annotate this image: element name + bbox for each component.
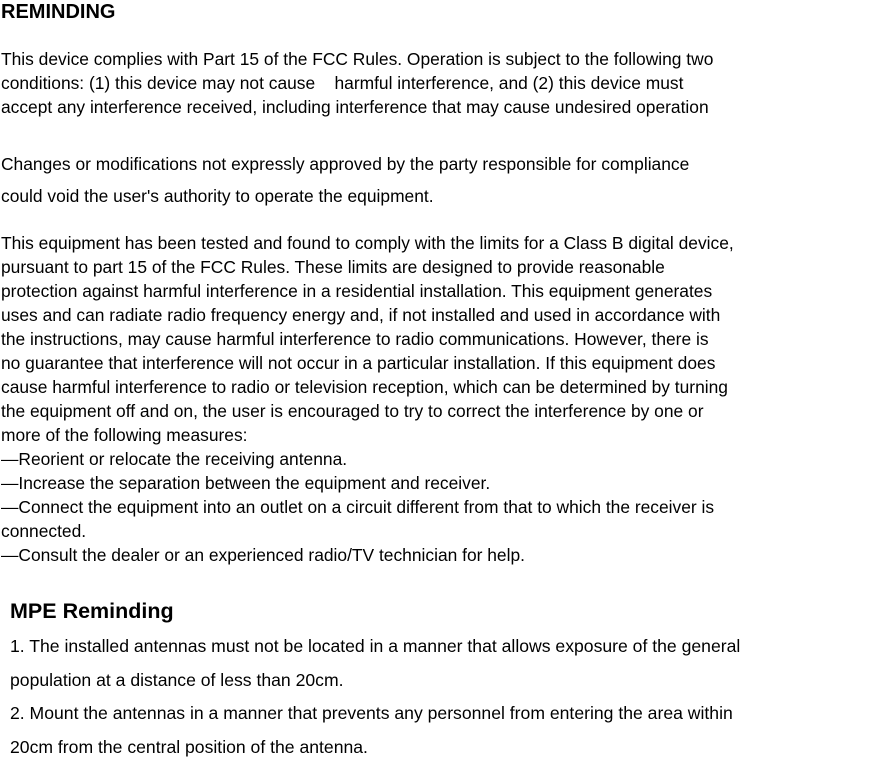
mpe-item-continued: population at a distance of less than 20cm.: [10, 664, 740, 698]
measure-item: —Consult the dealer or an experienced radio/TV technician for help.: [1, 543, 734, 567]
text-line: This device complies with Part 15 of the FCC Rules. Operation is subject to the following two: [1, 47, 713, 71]
mpe-item-continued: 20cm from the central position of the antenna.: [10, 731, 740, 764]
text-line: no guarantee that interference will not occur in a particular installation. If this equipment does: [1, 351, 734, 375]
text-line: the equipment off and on, the user is encouraged to try to correct the interference by one or: [1, 399, 734, 423]
text-line: protection against harmful interference in a residential installation. This equipment generates: [1, 279, 734, 303]
mpe-list: [10, 630, 740, 764]
mpe-item: 2. Mount the antennas in a manner that prevents any personnel from entering the area within: [10, 697, 740, 731]
text-line: accept any interference received, including interference that may cause undesired operation: [1, 95, 713, 119]
text-line: more of the following measures:: [1, 423, 734, 447]
measure-item: —Increase the separation between the equipment and receiver.: [1, 471, 734, 495]
text-line: the instructions, may cause harmful interference to radio communications. However, there is: [1, 327, 734, 351]
measure-item: —Reorient or relocate the receiving antenna.: [1, 447, 734, 471]
measure-item-continued: connected.: [1, 519, 734, 543]
fcc-compliance-paragraph: [1, 47, 713, 119]
modifications-paragraph: [1, 148, 689, 212]
text-line: conditions: (1) this device may not cause harmful interference, and (2) this device must: [1, 71, 713, 95]
text-line: Changes or modifications not expressly approved by the party responsible for compliance: [1, 148, 689, 180]
mpe-title: MPE Reminding: [10, 598, 174, 624]
text-line: pursuant to part 15 of the FCC Rules. These limits are designed to provide reasonable: [1, 255, 734, 279]
text-line: could void the user's authority to operate the equipment.: [1, 180, 689, 212]
text-line: This equipment has been tested and found to comply with the limits for a Class B digital device,: [1, 231, 734, 255]
reminding-title: REMINDING: [1, 0, 115, 24]
text-line: uses and can radiate radio frequency energy and, if not installed and used in accordance with: [1, 303, 734, 327]
text-line: cause harmful interference to radio or television reception, which can be determined by turning: [1, 375, 734, 399]
measure-item: —Connect the equipment into an outlet on a circuit different from that to which the receiver is: [1, 495, 734, 519]
mpe-item: 1. The installed antennas must not be located in a manner that allows exposure of the general: [10, 630, 740, 664]
class-b-paragraph: [1, 231, 734, 567]
